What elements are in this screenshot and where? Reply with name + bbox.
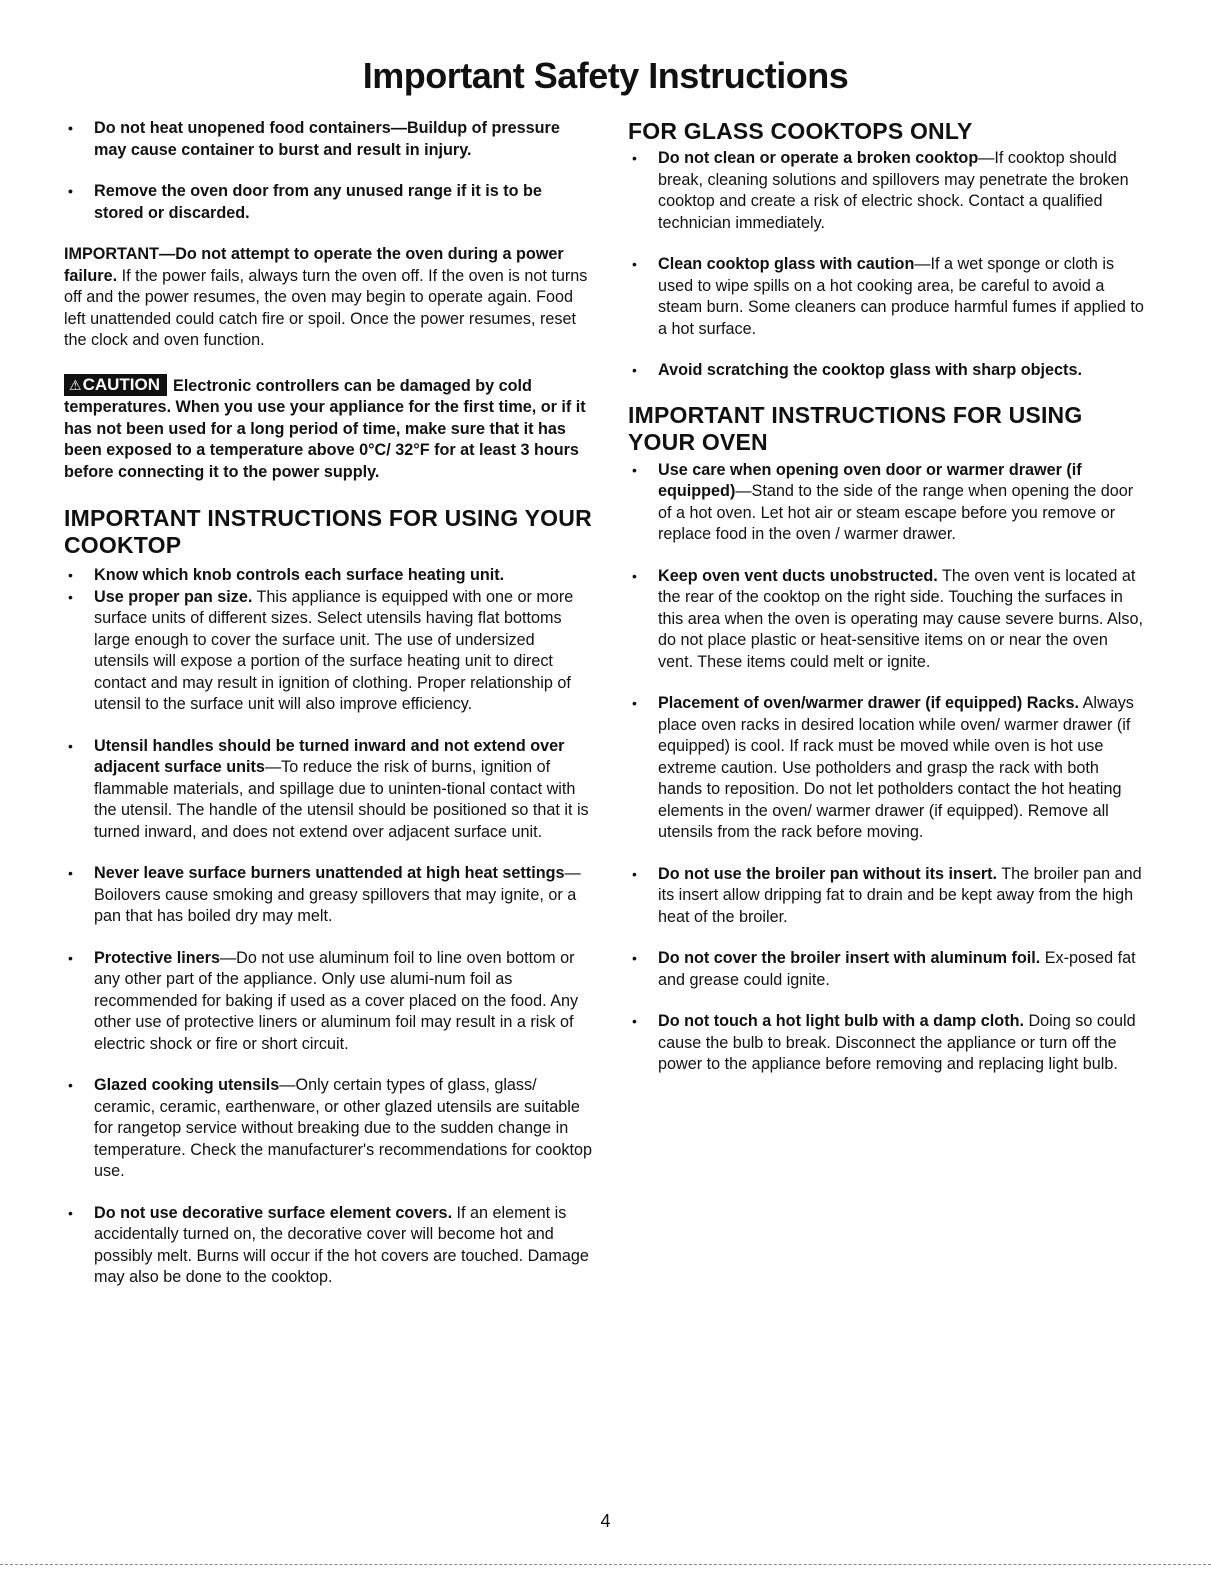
paragraph-text: If the power fails, always turn the oven off. If the oven is not turns off and the power resumes, the oven may begin to operate again. Food left unattended could catch fire or spoil. Once the power resumes, reset the clock and oven function. <box>64 266 588 349</box>
bullet-knob-controls <box>64 565 592 587</box>
bullet-unopened-containers <box>64 118 592 161</box>
glass-cooktop-heading: FOR GLASS COOKTOPS ONLY <box>628 118 973 144</box>
caution-badge <box>64 374 167 396</box>
bullet-broiler-insert <box>628 864 1146 929</box>
bullet-text: —If cooktop should break, cleaning solutions and spillovers may penetrate the broken cooktop and create a risk of electric shock. Contact a qualified technician immediately. <box>658 149 1129 232</box>
oven-heading: IMPORTANT INSTRUCTIONS FOR USING YOUR OVEN <box>628 401 1083 455</box>
paragraph-lead: IMPORTANT—Do not attempt to operate the oven during a power failure. <box>64 245 564 285</box>
bullet-text: —Boilovers cause smoking and greasy spillovers that may ignite, or a pan that has boiled dry may melt. <box>94 864 581 925</box>
bullet-lead: Protective liners <box>94 948 220 967</box>
bullet-text: The oven vent is located at the rear of the cooktop on the right side. Touching the surfaces in this area when the oven is operating may cause severe burns. Also, do not place plastic or heat-sensitive items on or near the oven vent. These items could melt or ignite. <box>658 566 1143 671</box>
important-power-failure <box>64 244 592 352</box>
bullet-broiler-foil <box>628 948 1146 991</box>
bullet-unattended-burners <box>64 863 592 928</box>
bullet-text: If an element is accidentally turned on, the decorative cover will become hot and possibly melt. Burns will occur if the hot covers are touched. Damage may also be done to the cooktop. <box>94 1203 589 1286</box>
bullet-opening-oven-door <box>628 460 1146 546</box>
bullet-lead: Keep oven vent ducts unobstructed. <box>658 566 938 585</box>
bullet-lead: Do not use the broiler pan without its insert. <box>658 864 998 883</box>
bullet-text: The broiler pan and its insert allow dripping fat to drain and be kept away from the high heat of the broiler. <box>658 864 1142 926</box>
bullet-lead: Do not cover the broiler insert with aluminum foil. <box>658 949 1041 967</box>
caution-text: Electronic controllers can be damaged by cold temperatures. When you use your appliance for the first time, or if it has not been used for a long period of time, make sure that it has been exposed to a temperature above 0°C/ 32°F for at least 3 hours before connecting it to the power supply. <box>64 376 586 481</box>
caution-notice <box>64 374 592 484</box>
caution-label: CAUTION <box>82 374 161 394</box>
bullet-rack-placement <box>628 693 1146 844</box>
bullet-text: Always place oven racks in desired location while oven/ warmer drawer (if equipped) is cool. If rack must be moved while oven is hot use extreme caution. Use potholders and grasp the rack with both hands to reposition. Do not let potholders contact the hot heating elements in the oven/ warmer drawer (if equipped). Remove all utensils from the rack before moving. <box>658 694 1134 841</box>
bullet-lead: Do not heat unopened food containers—Buildup of pressure may cause container to burst and result in injury. <box>94 119 560 159</box>
bullet-lead: Never leave surface burners unattended at high heat settings <box>94 864 565 882</box>
bullet-text: —If a wet sponge or cloth is used to wipe spills on a hot cooking area, be careful to avoid a steam burn. Some cleaners can produce harmful fumes if applied to a hot surface. <box>658 255 1144 338</box>
bottom-divider <box>0 1564 1211 1565</box>
bullet-clean-glass <box>628 254 1146 340</box>
bullet-text: —Do not use aluminum foil to line oven bottom or any other part of the appliance. Only use alumi-num foil as recommended for baking if used as a cover placed on the food. Any other use of protective liners or aluminum foil may result in a risk of electric shock or fire or short circuit. <box>94 948 579 1053</box>
bullet-lead: Glazed cooking utensils <box>94 1076 280 1094</box>
bullet-lead: Do not clean or operate a broken cooktop <box>658 149 979 167</box>
bullet-lead: Clean cooktop glass with caution <box>658 255 915 273</box>
bullet-lead: Know which knob controls each surface heating unit. <box>94 566 505 584</box>
bullet-utensil-handles <box>64 736 592 844</box>
bullet-glazed-utensils <box>64 1075 592 1183</box>
bullet-pan-size <box>64 587 592 716</box>
bullet-text: —To reduce the risk of burns, ignition of flammable materials, and spillage due to uninten-tional contact with the utensil. The handle of the utensil should be positioned so that it is turned inward, and does not extend over adjacent surface unit. <box>94 758 589 841</box>
bullet-lead: Do not use decorative surface element covers. <box>94 1203 453 1222</box>
bullet-vent-ducts <box>628 566 1146 674</box>
bullet-lead: Placement of oven/warmer drawer (if equipped) Racks. <box>658 694 1080 712</box>
bullet-text: This appliance is equipped with one or more surface units of different sizes. Select utensils having flat bottoms large enough to cover the surface unit. The use of undersized utensils will expose a portion of the surface heating unit to direct contact and may result in ignition of clothing. Proper relationship of utensil to the surface unit will also improve efficiency. <box>94 587 574 713</box>
bullet-text: —Stand to the side of the range when opening the door of a hot oven. Let hot air or steam escape before you remove or replace food in the oven / warmer drawer. <box>658 482 1134 543</box>
warning-triangle-icon: ⚠ <box>69 376 82 393</box>
bullet-text: —Only certain types of glass, glass/ ceramic, ceramic, earthenware, or other glazed utensils are suitable for rangetop service without breaking due to the sudden change in temperature. Check the manufacturer's recommendations for cooktop use. <box>94 1076 592 1180</box>
bullet-lead: Avoid scratching the cooktop glass with sharp objects. <box>658 361 1082 379</box>
bullet-text: Ex-posed fat and grease could ignite. <box>658 949 1136 989</box>
cooktop-heading: IMPORTANT INSTRUCTIONS FOR USING YOUR COOKTOP <box>64 505 592 558</box>
bullet-text: Doing so could cause the bulb to break. Disconnect the appliance or turn off the power to the appliance before removing and replacing light bulb. <box>658 1012 1136 1073</box>
bullet-lead: Utensil handles should be turned inward and not extend over adjacent surface units <box>94 736 565 776</box>
bullet-broken-cooktop <box>628 148 1146 234</box>
page-title: Important Safety Instructions <box>362 55 849 96</box>
bullet-protective-liners <box>64 948 592 1056</box>
bullet-decorative-covers <box>64 1203 592 1289</box>
right-column <box>628 118 1146 1076</box>
bullet-lead: Use care when opening oven door or warmer drawer (if equipped) <box>658 460 1082 500</box>
bullet-remove-door <box>64 181 592 224</box>
bullet-light-bulb <box>628 1011 1146 1076</box>
page-number: 4 <box>600 1511 611 1531</box>
left-column <box>64 118 592 1289</box>
bullet-lead: Use proper pan size. <box>94 587 253 606</box>
bullet-lead: Do not touch a hot light bulb with a damp cloth. <box>658 1012 1024 1030</box>
bullet-lead: Remove the oven door from any unused range if it is to be stored or discarded. <box>94 182 542 222</box>
bullet-avoid-scratching <box>628 360 1146 382</box>
